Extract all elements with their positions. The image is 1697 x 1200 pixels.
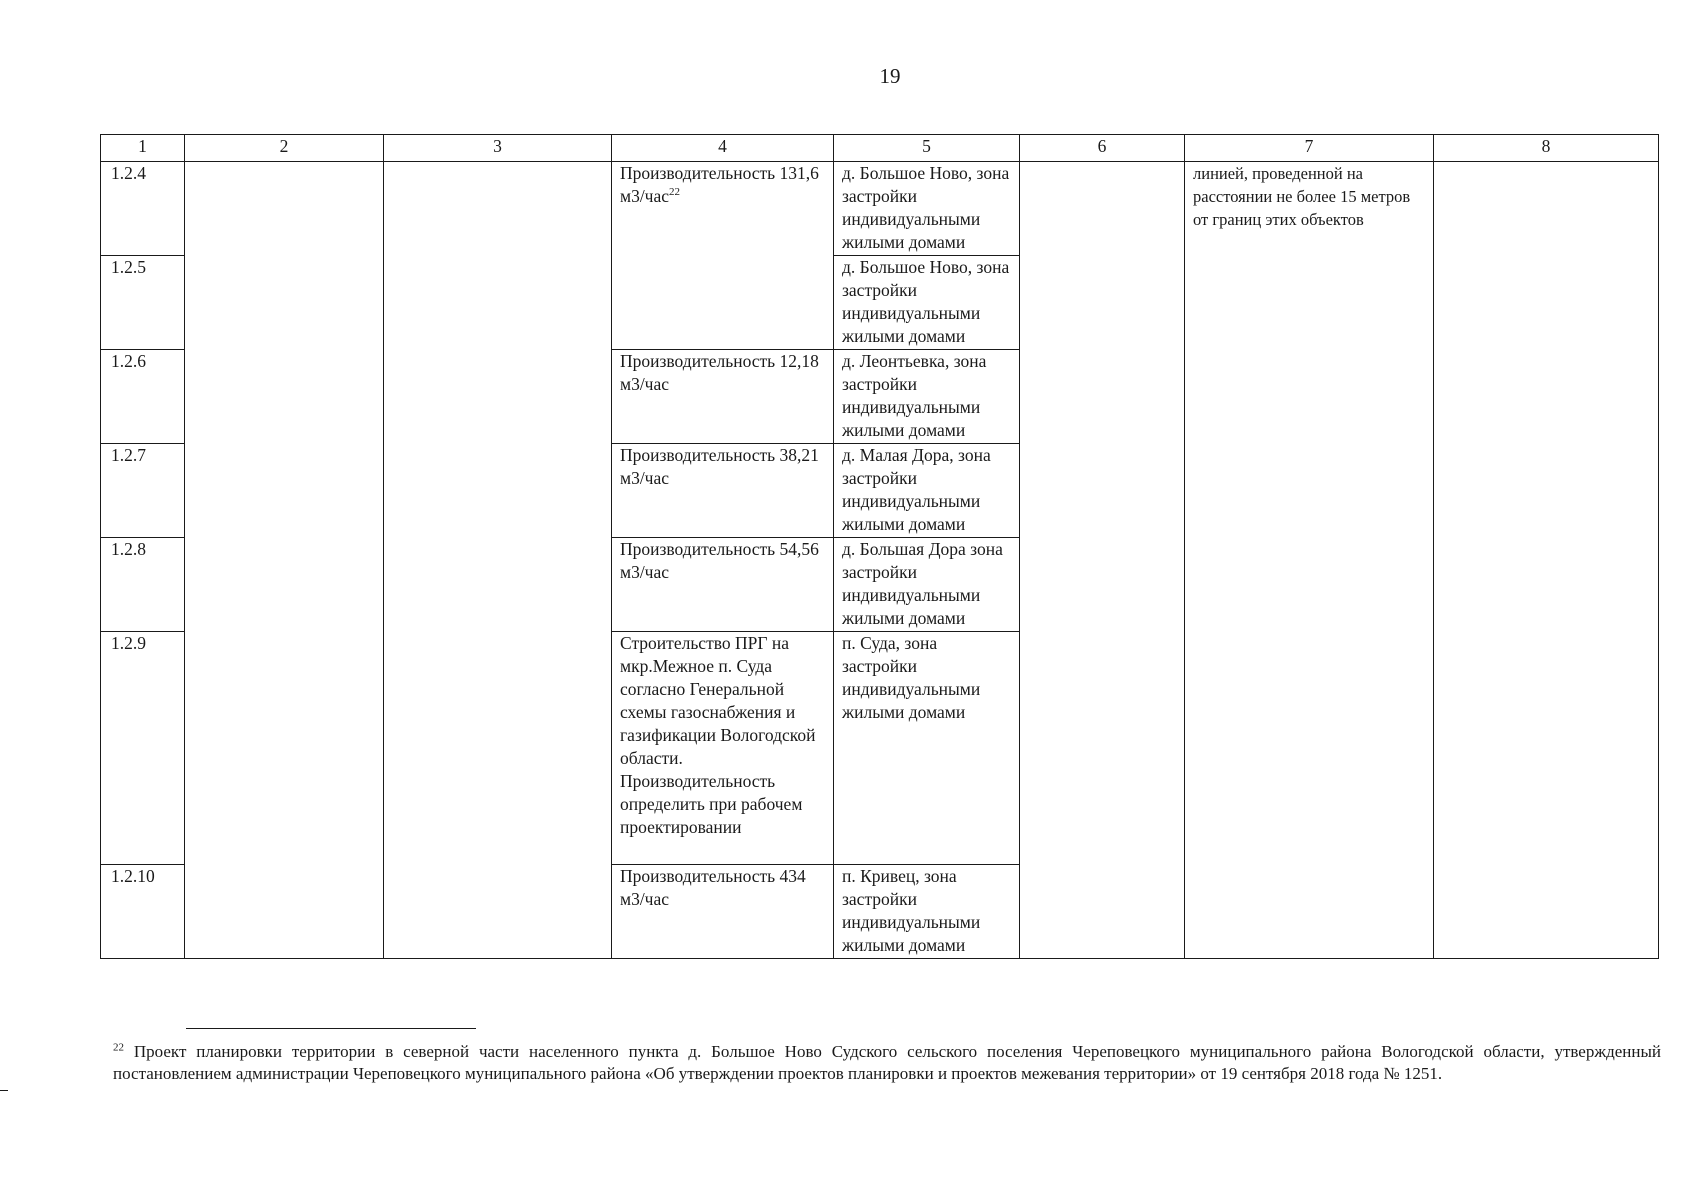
location-cell: д. Большое Ново, зона застройки индивидуальными жилыми домами [834,256,1020,350]
capacity-cell: Производительность 38,21 м3/час [612,444,834,538]
page-number: 19 [879,64,901,88]
margin-mark [0,1090,8,1091]
capacity-cell: Строительство ПРГ на мкр.Межное п. Суда согласно Генеральной схемы газоснабжения и газификации Вологодской области. Производительность определить при рабочем проектировании [612,632,834,865]
capacity-cell: Производительность 434 м3/час [612,865,834,959]
column-7-cell: линией, проведенной на расстоянии не более 15 метров от границ этих объектов [1185,162,1434,959]
column-header-2: 2 [185,135,384,162]
footnote-reference: 22 [669,186,681,199]
location-cell: п. Кривец, зона застройки индивидуальными жилыми домами [834,865,1020,959]
column-3-cell [384,162,612,959]
footnote-separator [186,1028,476,1029]
capacity-cell: Производительность 54,56 м3/час [612,538,834,632]
footnote-text: Проект планировки территории в северной части населенного пункта д. Большое Ново Судского сельского поселения Череповецкого муниципального района Вологодской области, утвержденный постановлением администрации Череповецкого муниципального района «Об утверждении проектов планировки и проектов межевания территории» от 19 сентября 2018 года № 1251. [113,1042,1662,1083]
footnote-marker: 22 [113,1041,124,1054]
column-header-1: 1 [101,135,185,162]
row-number: 1.2.6 [101,350,185,444]
row-number: 1.2.10 [101,865,185,959]
capacity-cell: Производительность 12,18 м3/час [612,350,834,444]
row-number: 1.2.8 [101,538,185,632]
row-number: 1.2.7 [101,444,185,538]
row-number: 1.2.4 [101,162,185,256]
footnote [113,1041,1661,1085]
column-header-5: 5 [834,135,1020,162]
column-header-7: 7 [1185,135,1434,162]
data-table [100,134,1659,959]
table-row [101,162,1659,256]
row-number: 1.2.5 [101,256,185,350]
column-header-8: 8 [1434,135,1659,162]
header-row [101,135,1659,162]
capacity-cell [612,162,834,350]
row-number: 1.2.9 [101,632,185,865]
column-header-4: 4 [612,135,834,162]
column-header-6: 6 [1020,135,1185,162]
location-cell: п. Суда, зона застройки индивидуальными жилыми домами [834,632,1020,865]
location-cell: д. Большое Ново, зона застройки индивидуальными жилыми домами [834,162,1020,256]
column-8-cell [1434,162,1659,959]
location-cell: д. Большая Дора зона застройки индивидуальными жилыми домами [834,538,1020,632]
location-cell: д. Малая Дора, зона застройки индивидуальными жилыми домами [834,444,1020,538]
column-header-3: 3 [384,135,612,162]
location-cell: д. Леонтьевка, зона застройки индивидуальными жилыми домами [834,350,1020,444]
column-2-cell [185,162,384,959]
capacity-text: Производительность 131,6 м3/час [620,163,819,206]
column-6-cell [1020,162,1185,959]
